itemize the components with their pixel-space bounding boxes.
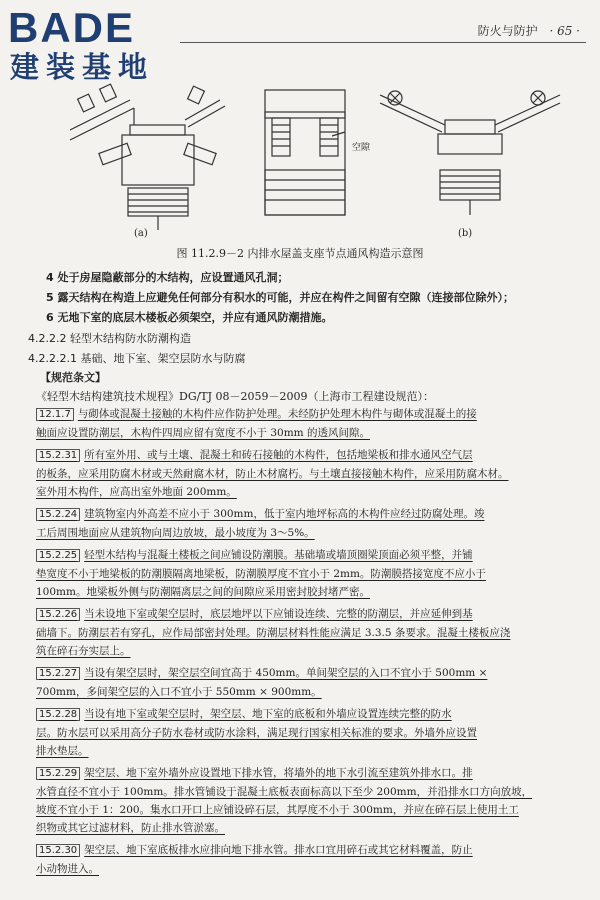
logo-subtitle: 建装基地 xyxy=(10,50,155,84)
clause-line xyxy=(36,624,576,642)
clause-line xyxy=(36,801,576,819)
logo-text: BADE xyxy=(8,4,136,51)
clause-text: 当设有地下室或架空层时，架空层、地下室的底板和外墙应设置连续完整的防水 xyxy=(84,708,452,720)
clause-block xyxy=(36,664,576,701)
clause-line xyxy=(36,724,576,742)
clause-list xyxy=(36,405,576,882)
clause-text: 架空层、地下室外墙外应设置地下排水管，将墙外的地下水引流至建筑外排水口。排 xyxy=(84,767,473,779)
clause-code: 15.2.24 xyxy=(36,508,80,521)
running-header xyxy=(478,22,580,39)
clause-text: 建筑物室内外高差不应小于 300mm，低于室内地坪标高的木构件应经过防腐处理。竣 xyxy=(84,508,485,520)
clause-block xyxy=(36,764,576,837)
clause-line xyxy=(36,483,576,501)
clause-block xyxy=(36,605,576,660)
clause-line xyxy=(36,664,576,683)
clause-text: 工后周围地面应从建筑物向周边放坡，最小坡度为 3～5%。 xyxy=(36,527,315,539)
clause-line xyxy=(36,524,576,542)
clause-text: 的板条，应采用防腐木材或天然耐腐木材，防止木材腐朽。与土壤直接接触木构件，应采用防腐木材。 xyxy=(36,468,509,480)
figure-roof-vent xyxy=(60,70,570,270)
clause-block xyxy=(36,505,576,542)
clause-line xyxy=(36,783,576,801)
clause-line xyxy=(36,583,576,601)
clause-text: 100mm。地梁板外侧与防潮隔离层之间的间隙应采用密封胶封堵严密。 xyxy=(36,586,370,598)
clause-text: 层。防水层可以采用高分子防水卷材或防水涂料，满足现行国家相关标准的要求。外墙外应设置 xyxy=(36,727,477,739)
gap-label: 空隙 xyxy=(352,143,371,153)
clause-code: 15.2.29 xyxy=(36,767,80,780)
list-item: 5 露天结构在构造上应避免任何部分有积水的可能，并应在构件之间留有空隙（连接部位除外）； xyxy=(46,291,514,304)
clause-text: 室外用木构件，应高出室外地面 200mm。 xyxy=(36,486,237,498)
clause-line xyxy=(36,819,576,837)
clause-code: 15.2.26 xyxy=(36,608,80,621)
figure-caption: 图 11.2.9－2 内排水屋盖支座节点通风构造示意图 xyxy=(176,247,424,260)
clause-text: 当未设地下室或架空层时，底层地坪以下应铺设连续、完整的防潮层，并应延伸到基 xyxy=(84,608,473,620)
clause-text: 小动物进入。 xyxy=(36,863,99,875)
clause-block xyxy=(36,446,576,501)
list-item: 4 处于房屋隐蔽部分的木结构，应设置通风孔洞； xyxy=(46,271,289,284)
clause-text: 架空层、地下室底板排水应排向地下排水管。排水口宜用碎石或其它材料覆盖，防止 xyxy=(84,844,473,856)
clause-code: 15.2.28 xyxy=(36,708,80,721)
clause-line xyxy=(36,465,576,483)
clause-text: 水管直径不宜小于 100mm。排水管铺设于混凝土底板表面标高以下至少 200mm，并沿排水口方向放坡， xyxy=(36,786,533,798)
clause-text: 垫宽度不小于地梁板的防潮膜隔离地梁板，防潮膜厚度不宜小于 2mm。防潮膜搭接宽度不应小于 xyxy=(36,568,486,580)
clause-code: 15.2.30 xyxy=(36,844,80,857)
clause-text: 坡度不宜小于 1：200。集水口开口上应铺设碎石层，其厚度不小于 300mm，并应在碎石层上使用土工 xyxy=(36,804,519,816)
clause-line xyxy=(36,764,576,783)
drawing-middle xyxy=(265,90,345,215)
clause-line xyxy=(36,505,576,524)
drawing-a xyxy=(70,84,225,230)
page-number: · 65 · xyxy=(549,24,580,38)
clause-line xyxy=(36,705,576,724)
section-heading: 4.2.2.2 轻型木结构防水防潮构造 xyxy=(28,332,191,345)
clause-text: 当设有架空层时，架空层空间宜高于 450mm。单间架空层的入口不宜小于 500mm × xyxy=(84,667,488,679)
clause-code: 15.2.25 xyxy=(36,549,80,562)
clause-line xyxy=(36,605,576,624)
list-item: 6 无地下室的底层木楼板必须架空，并应有通风防潮措施。 xyxy=(46,311,333,324)
subsection-heading: 4.2.2.2.1 基础、地下室、架空层防水与防腐 xyxy=(28,352,246,365)
clause-code: 12.1.7 xyxy=(36,408,74,421)
clause-line xyxy=(36,683,576,701)
clause-line xyxy=(36,565,576,583)
clause-line xyxy=(36,841,576,860)
clause-block xyxy=(36,705,576,760)
clause-code: 15.2.31 xyxy=(36,449,80,462)
clause-text: 700mm，多间架空层的入口不宜小于 550mm × 900mm。 xyxy=(36,686,322,698)
header-rule xyxy=(180,42,586,43)
clause-line xyxy=(36,446,576,465)
clause-line xyxy=(36,405,576,424)
clause-line xyxy=(36,642,576,660)
clause-text: 础墙下。防潮层若有穿孔，应作局部密封处理。防潮层材料性能应满足 3.3.5 条要求。混凝土楼板应浇 xyxy=(36,627,511,639)
clause-block xyxy=(36,546,576,601)
clause-line xyxy=(36,424,576,442)
clause-line xyxy=(36,742,576,760)
section-title: 防火与防护 xyxy=(477,24,538,38)
clause-block xyxy=(36,841,576,878)
figure-drawing xyxy=(60,70,570,245)
drawing-b xyxy=(380,91,560,215)
clause-text: 排水垫层。 xyxy=(36,745,89,757)
clause-text: 触面应设置防潮层，木构件四周应留有宽度不小于 30mm 的透风间隙。 xyxy=(36,427,370,439)
standard-reference: 《轻型木结构建筑技术规程》DG/TJ 08－2059－2009（上海市工程建设规范）： xyxy=(36,390,435,403)
clause-line xyxy=(36,860,576,878)
subfigure-b-label: (b) xyxy=(458,228,473,239)
clause-text: 织物或其它过滤材料，防止排水管淤塞。 xyxy=(36,822,225,834)
clause-text: 筑在碎石夯实层上。 xyxy=(36,645,131,657)
clause-code: 15.2.27 xyxy=(36,667,80,680)
clause-heading: 【规范条文】 xyxy=(40,371,106,384)
clause-text: 轻型木结构与混凝土楼板之间应铺设防潮膜。基础墙或墙顶圈梁顶面必须平整，并铺 xyxy=(84,549,473,561)
clause-line xyxy=(36,546,576,565)
clause-text: 所有室外用、或与土壤、混凝土和砖石接触的木构件，包括地梁板和排水通风空气层 xyxy=(84,449,473,461)
subfigure-a-label: (a) xyxy=(134,228,148,239)
clause-text: 与砌体或混凝土接触的木构件应作防护处理。未经防护处理木构件与砌体或混凝土的接 xyxy=(77,408,477,420)
clause-block xyxy=(36,405,576,442)
